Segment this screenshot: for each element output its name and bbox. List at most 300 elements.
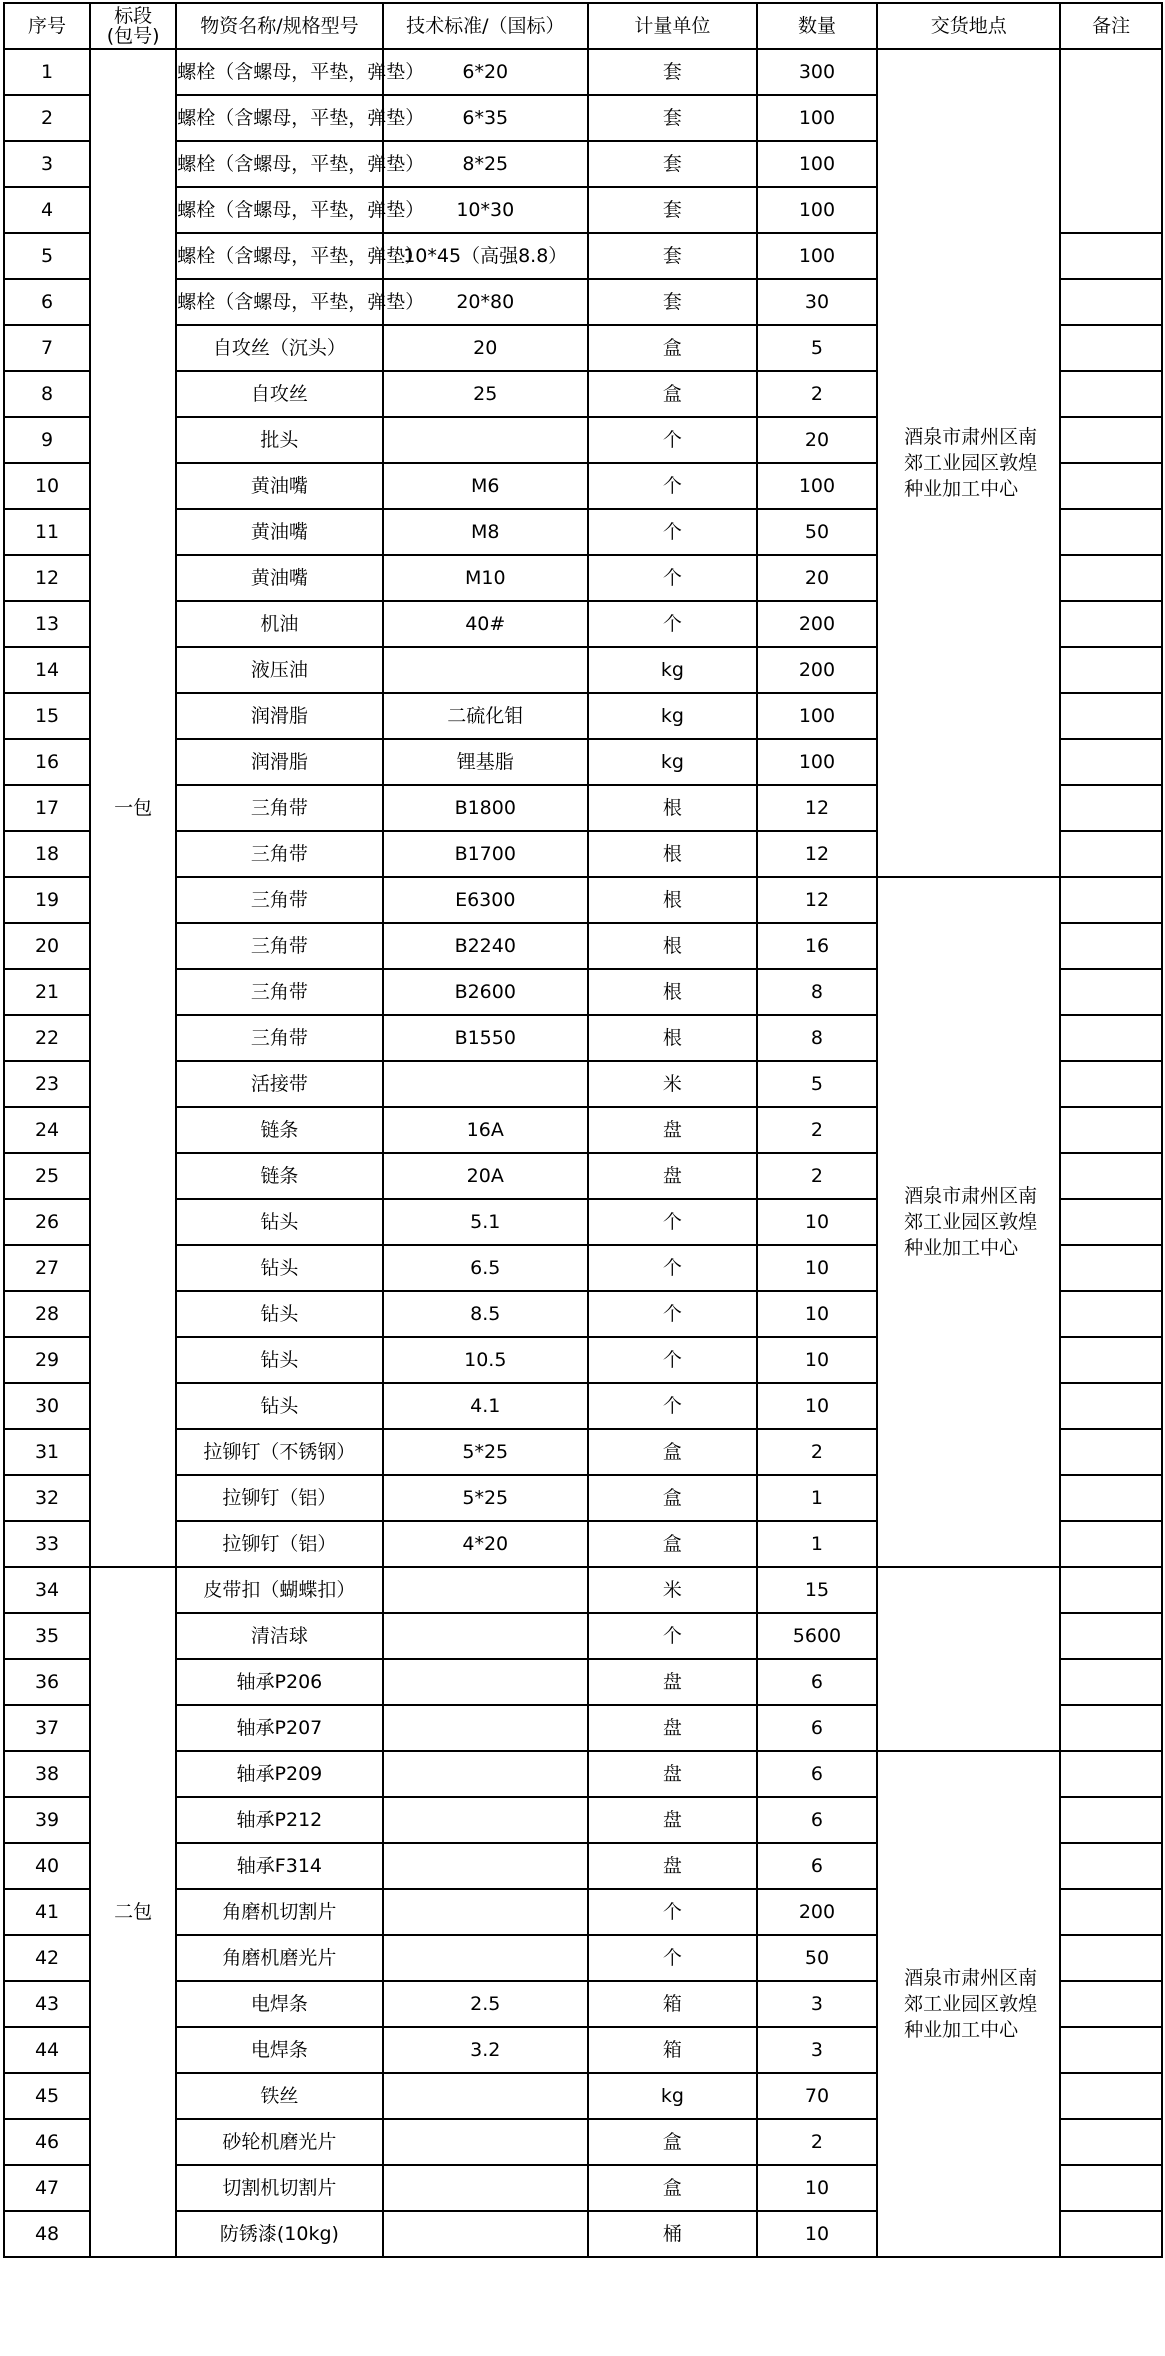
- row-seq: 3: [4, 141, 90, 187]
- row-seq: 27: [4, 1245, 90, 1291]
- row-seq: 24: [4, 1107, 90, 1153]
- row-remark: [1060, 2119, 1162, 2165]
- row-standard: [383, 1567, 588, 1613]
- row-unit: 盘: [588, 1659, 757, 1705]
- row-remark: [1060, 1659, 1162, 1705]
- header-section: [90, 3, 176, 49]
- row-seq: 38: [4, 1751, 90, 1797]
- row-unit: 根: [588, 1015, 757, 1061]
- row-seq: 4: [4, 187, 90, 233]
- row-name: 链条: [176, 1107, 382, 1153]
- row-seq: 46: [4, 2119, 90, 2165]
- row-qty: 10: [757, 2211, 877, 2257]
- row-qty: 5: [757, 1061, 877, 1107]
- row-standard: [383, 417, 588, 463]
- row-qty: 10: [757, 1245, 877, 1291]
- row-standard: 10*45（高强8.8）: [383, 233, 588, 279]
- row-name: 轴承F314: [176, 1843, 382, 1889]
- row-standard: 6.5: [383, 1245, 588, 1291]
- row-unit: 个: [588, 1245, 757, 1291]
- row-qty: 8: [757, 969, 877, 1015]
- row-unit: 盒: [588, 2165, 757, 2211]
- row-seq: 43: [4, 1981, 90, 2027]
- row-qty: 5: [757, 325, 877, 371]
- row-standard: 二硫化钼: [383, 693, 588, 739]
- row-qty: 12: [757, 785, 877, 831]
- row-qty: 2: [757, 371, 877, 417]
- row-seq: 37: [4, 1705, 90, 1751]
- header-qty: 数量: [757, 3, 877, 49]
- row-qty: 200: [757, 601, 877, 647]
- row-remark: [1060, 1475, 1162, 1521]
- row-standard: [383, 1843, 588, 1889]
- header-row: [4, 3, 1162, 49]
- row-remark: [1060, 785, 1162, 831]
- row-remark: [1060, 601, 1162, 647]
- row-name: 三角带: [176, 923, 382, 969]
- row-standard: 10*30: [383, 187, 588, 233]
- row-unit: 盒: [588, 1521, 757, 1567]
- row-remark: [1060, 923, 1162, 969]
- row-name: 三角带: [176, 877, 382, 923]
- row-name: 清洁球: [176, 1613, 382, 1659]
- table-body: [4, 49, 1162, 2257]
- row-seq: 18: [4, 831, 90, 877]
- row-standard: 8*25: [383, 141, 588, 187]
- row-name: 黄油嘴: [176, 509, 382, 555]
- row-unit: 箱: [588, 2027, 757, 2073]
- row-standard: [383, 1797, 588, 1843]
- row-unit: 根: [588, 785, 757, 831]
- row-name: 拉铆钉（不锈钢）: [176, 1429, 382, 1475]
- row-seq: 45: [4, 2073, 90, 2119]
- row-unit: 套: [588, 279, 757, 325]
- row-name: 黄油嘴: [176, 463, 382, 509]
- header-seq: 序号: [4, 3, 90, 49]
- row-unit: 盒: [588, 2119, 757, 2165]
- row-seq: 40: [4, 1843, 90, 1889]
- row-qty: 3: [757, 1981, 877, 2027]
- section-cell: 一包: [90, 49, 176, 1567]
- row-unit: 根: [588, 969, 757, 1015]
- row-unit: 套: [588, 95, 757, 141]
- row-qty: 2: [757, 2119, 877, 2165]
- row-remark: [1060, 877, 1162, 923]
- row-name: 铁丝: [176, 2073, 382, 2119]
- row-standard: 3.2: [383, 2027, 588, 2073]
- row-name: 角磨机磨光片: [176, 1935, 382, 1981]
- row-remark: [1060, 693, 1162, 739]
- row-name: 钻头: [176, 1199, 382, 1245]
- row-remark: [1060, 1935, 1162, 1981]
- row-seq: 48: [4, 2211, 90, 2257]
- row-unit: 盘: [588, 1705, 757, 1751]
- row-unit: 个: [588, 417, 757, 463]
- row-standard: [383, 1061, 588, 1107]
- row-name: 轴承P206: [176, 1659, 382, 1705]
- row-name: 批头: [176, 417, 382, 463]
- row-remark: [1060, 371, 1162, 417]
- row-unit: 盒: [588, 325, 757, 371]
- row-standard: [383, 647, 588, 693]
- header-unit: 计量单位: [588, 3, 757, 49]
- row-seq: 5: [4, 233, 90, 279]
- row-unit: 个: [588, 601, 757, 647]
- row-qty: 6: [757, 1751, 877, 1797]
- row-remark: [1060, 2073, 1162, 2119]
- row-remark: [1060, 1337, 1162, 1383]
- row-name: 螺栓（含螺母，平垫，弹垫）: [176, 233, 382, 279]
- header-name: 物资名称/规格型号: [176, 3, 382, 49]
- row-qty: 100: [757, 95, 877, 141]
- row-remark: [1060, 1751, 1162, 1797]
- row-name: 切割机切割片: [176, 2165, 382, 2211]
- row-unit: 个: [588, 1889, 757, 1935]
- materials-table: [3, 2, 1163, 2258]
- row-qty: 3: [757, 2027, 877, 2073]
- row-seq: 25: [4, 1153, 90, 1199]
- row-standard: 5*25: [383, 1475, 588, 1521]
- row-qty: 10: [757, 1383, 877, 1429]
- row-qty: 6: [757, 1705, 877, 1751]
- row-remark: [1060, 1981, 1162, 2027]
- row-name: 轴承P209: [176, 1751, 382, 1797]
- row-name: 砂轮机磨光片: [176, 2119, 382, 2165]
- row-remark: [1060, 1705, 1162, 1751]
- row-remark: [1060, 2165, 1162, 2211]
- row-seq: 39: [4, 1797, 90, 1843]
- row-qty: 1: [757, 1521, 877, 1567]
- row-name: 钻头: [176, 1383, 382, 1429]
- row-unit: 个: [588, 1613, 757, 1659]
- row-qty: 1: [757, 1475, 877, 1521]
- row-name: 链条: [176, 1153, 382, 1199]
- row-seq: 6: [4, 279, 90, 325]
- row-standard: 20A: [383, 1153, 588, 1199]
- row-standard: 4*20: [383, 1521, 588, 1567]
- row-standard: B1800: [383, 785, 588, 831]
- row-remark: [1060, 1889, 1162, 1935]
- row-remark: [1060, 1153, 1162, 1199]
- delivery-location: [877, 1567, 1060, 1751]
- row-seq: 28: [4, 1291, 90, 1337]
- row-qty: 12: [757, 877, 877, 923]
- row-seq: 31: [4, 1429, 90, 1475]
- row-remark: [1060, 417, 1162, 463]
- row-name: 三角带: [176, 831, 382, 877]
- row-standard: [383, 2211, 588, 2257]
- row-qty: 5600: [757, 1613, 877, 1659]
- row-unit: 根: [588, 831, 757, 877]
- row-standard: 25: [383, 371, 588, 417]
- row-remark: [1060, 1061, 1162, 1107]
- row-seq: 34: [4, 1567, 90, 1613]
- row-standard: [383, 1659, 588, 1705]
- row-seq: 2: [4, 95, 90, 141]
- table-row: [4, 877, 1162, 923]
- row-unit: 箱: [588, 1981, 757, 2027]
- row-standard: B1700: [383, 831, 588, 877]
- row-standard: B1550: [383, 1015, 588, 1061]
- table-row: [4, 1751, 1162, 1797]
- row-remark: [1060, 1107, 1162, 1153]
- row-name: 机油: [176, 601, 382, 647]
- row-name: 钻头: [176, 1337, 382, 1383]
- row-qty: 300: [757, 49, 877, 95]
- row-unit: 套: [588, 141, 757, 187]
- row-remark: [1060, 1015, 1162, 1061]
- row-unit: 个: [588, 1383, 757, 1429]
- row-qty: 200: [757, 1889, 877, 1935]
- row-remark: [1060, 1521, 1162, 1567]
- header-standard: 技术标准/（国标）: [383, 3, 588, 49]
- row-seq: 20: [4, 923, 90, 969]
- row-standard: B2240: [383, 923, 588, 969]
- row-qty: 50: [757, 509, 877, 555]
- row-name: 黄油嘴: [176, 555, 382, 601]
- row-standard: 5*25: [383, 1429, 588, 1475]
- row-unit: 盒: [588, 1475, 757, 1521]
- row-seq: 8: [4, 371, 90, 417]
- row-name: 螺栓（含螺母，平垫，弹垫）: [176, 141, 382, 187]
- row-qty: 100: [757, 233, 877, 279]
- row-name: 钻头: [176, 1245, 382, 1291]
- table-row: [4, 49, 1162, 95]
- row-qty: 100: [757, 739, 877, 785]
- row-name: 液压油: [176, 647, 382, 693]
- row-unit: 个: [588, 1291, 757, 1337]
- row-standard: M6: [383, 463, 588, 509]
- row-name: 皮带扣（蝴蝶扣）: [176, 1567, 382, 1613]
- row-name: 拉铆钉（铝）: [176, 1475, 382, 1521]
- row-qty: 6: [757, 1843, 877, 1889]
- row-standard: 6*35: [383, 95, 588, 141]
- row-unit: 根: [588, 923, 757, 969]
- row-unit: 套: [588, 233, 757, 279]
- row-unit: 盘: [588, 1843, 757, 1889]
- row-qty: 10: [757, 1337, 877, 1383]
- row-remark: [1060, 233, 1162, 279]
- row-name: 电焊条: [176, 1981, 382, 2027]
- row-standard: [383, 1613, 588, 1659]
- row-standard: 20*80: [383, 279, 588, 325]
- table-row: [4, 1567, 1162, 1613]
- row-unit: 盒: [588, 371, 757, 417]
- row-seq: 10: [4, 463, 90, 509]
- row-unit: kg: [588, 739, 757, 785]
- row-standard: 2.5: [383, 1981, 588, 2027]
- row-qty: 200: [757, 647, 877, 693]
- row-seq: 29: [4, 1337, 90, 1383]
- row-standard: 8.5: [383, 1291, 588, 1337]
- row-name: 电焊条: [176, 2027, 382, 2073]
- row-remark: [1060, 1567, 1162, 1613]
- row-remark: [1060, 325, 1162, 371]
- row-unit: 个: [588, 1935, 757, 1981]
- row-qty: 8: [757, 1015, 877, 1061]
- row-remark: [1060, 509, 1162, 555]
- row-remark: [1060, 1291, 1162, 1337]
- row-seq: 11: [4, 509, 90, 555]
- row-name: 自攻丝: [176, 371, 382, 417]
- row-seq: 26: [4, 1199, 90, 1245]
- row-seq: 36: [4, 1659, 90, 1705]
- row-unit: 套: [588, 187, 757, 233]
- row-standard: 4.1: [383, 1383, 588, 1429]
- row-remark: [1060, 1383, 1162, 1429]
- row-seq: 35: [4, 1613, 90, 1659]
- row-standard: [383, 1751, 588, 1797]
- row-standard: 16A: [383, 1107, 588, 1153]
- row-standard: [383, 1935, 588, 1981]
- row-remark: [1060, 2211, 1162, 2257]
- row-qty: 15: [757, 1567, 877, 1613]
- row-seq: 15: [4, 693, 90, 739]
- row-seq: 19: [4, 877, 90, 923]
- row-remark: [1060, 1429, 1162, 1475]
- row-name: 自攻丝（沉头）: [176, 325, 382, 371]
- row-remark: [1060, 831, 1162, 877]
- row-remark: [1060, 1613, 1162, 1659]
- row-seq: 7: [4, 325, 90, 371]
- row-unit: 盘: [588, 1153, 757, 1199]
- row-unit: 盒: [588, 1429, 757, 1475]
- row-name: 螺栓（含螺母，平垫，弹垫）: [176, 279, 382, 325]
- row-qty: 2: [757, 1107, 877, 1153]
- row-seq: 14: [4, 647, 90, 693]
- row-qty: 100: [757, 693, 877, 739]
- row-remark: [1060, 739, 1162, 785]
- row-name: 润滑脂: [176, 693, 382, 739]
- row-standard: [383, 1889, 588, 1935]
- row-unit: 个: [588, 463, 757, 509]
- row-name: 活接带: [176, 1061, 382, 1107]
- row-name: 轴承P207: [176, 1705, 382, 1751]
- row-name: 角磨机切割片: [176, 1889, 382, 1935]
- row-seq: 32: [4, 1475, 90, 1521]
- row-seq: 12: [4, 555, 90, 601]
- row-name: 防锈漆(10kg): [176, 2211, 382, 2257]
- row-standard: M8: [383, 509, 588, 555]
- row-standard: B2600: [383, 969, 588, 1015]
- row-seq: 47: [4, 2165, 90, 2211]
- row-name: 螺栓（含螺母，平垫，弹垫）: [176, 95, 382, 141]
- row-standard: 10.5: [383, 1337, 588, 1383]
- row-qty: 100: [757, 187, 877, 233]
- row-standard: [383, 2073, 588, 2119]
- row-name: 轴承P212: [176, 1797, 382, 1843]
- row-qty: 10: [757, 2165, 877, 2211]
- header-section-line1: 标段: [114, 5, 153, 27]
- row-name: 螺栓（含螺母，平垫，弹垫）: [176, 187, 382, 233]
- section-cell: 二包: [90, 1567, 176, 2257]
- row-remark: [1060, 1199, 1162, 1245]
- row-unit: 根: [588, 877, 757, 923]
- row-seq: 13: [4, 601, 90, 647]
- row-qty: 6: [757, 1797, 877, 1843]
- row-unit: 个: [588, 1199, 757, 1245]
- row-name: 三角带: [176, 785, 382, 831]
- row-remark: [1060, 1843, 1162, 1889]
- row-seq: 42: [4, 1935, 90, 1981]
- row-standard: 6*20: [383, 49, 588, 95]
- row-remark: [1060, 2027, 1162, 2073]
- row-remark: [1060, 463, 1162, 509]
- row-unit: kg: [588, 2073, 757, 2119]
- row-qty: 50: [757, 1935, 877, 1981]
- header-location: 交货地点: [877, 3, 1060, 49]
- row-name: 螺栓（含螺母，平垫，弹垫）: [176, 49, 382, 95]
- row-unit: 盘: [588, 1751, 757, 1797]
- row-qty: 70: [757, 2073, 877, 2119]
- row-qty: 100: [757, 463, 877, 509]
- row-name: 润滑脂: [176, 739, 382, 785]
- row-seq: 16: [4, 739, 90, 785]
- row-unit: 桶: [588, 2211, 757, 2257]
- header-remark: 备注: [1060, 3, 1162, 49]
- row-seq: 21: [4, 969, 90, 1015]
- row-remark: [1060, 1797, 1162, 1843]
- row-seq: 44: [4, 2027, 90, 2073]
- row-standard: [383, 2119, 588, 2165]
- row-qty: 100: [757, 141, 877, 187]
- row-qty: 2: [757, 1153, 877, 1199]
- row-standard: [383, 1705, 588, 1751]
- row-name: 三角带: [176, 1015, 382, 1061]
- row-standard: M10: [383, 555, 588, 601]
- row-standard: 5.1: [383, 1199, 588, 1245]
- row-name: 拉铆钉（铝）: [176, 1521, 382, 1567]
- row-qty: 6: [757, 1659, 877, 1705]
- row-remark: [1060, 969, 1162, 1015]
- row-qty: 20: [757, 417, 877, 463]
- row-unit: 套: [588, 49, 757, 95]
- row-seq: 22: [4, 1015, 90, 1061]
- row-unit: kg: [588, 693, 757, 739]
- row-seq: 17: [4, 785, 90, 831]
- row-qty: 10: [757, 1199, 877, 1245]
- row-standard: 40#: [383, 601, 588, 647]
- row-unit: 盘: [588, 1797, 757, 1843]
- row-seq: 41: [4, 1889, 90, 1935]
- row-remark: [1060, 49, 1162, 233]
- row-standard: E6300: [383, 877, 588, 923]
- row-standard: 20: [383, 325, 588, 371]
- row-unit: 米: [588, 1567, 757, 1613]
- row-name: 三角带: [176, 969, 382, 1015]
- delivery-location: 酒泉市肃州区南郊工业园区敦煌种业加工中心: [877, 49, 1060, 877]
- row-seq: 1: [4, 49, 90, 95]
- delivery-location: 酒泉市肃州区南郊工业园区敦煌种业加工中心: [877, 1751, 1060, 2257]
- row-seq: 33: [4, 1521, 90, 1567]
- row-seq: 23: [4, 1061, 90, 1107]
- row-unit: kg: [588, 647, 757, 693]
- delivery-location: 酒泉市肃州区南郊工业园区敦煌种业加工中心: [877, 877, 1060, 1567]
- row-qty: 12: [757, 831, 877, 877]
- row-qty: 10: [757, 1291, 877, 1337]
- row-remark: [1060, 647, 1162, 693]
- row-unit: 个: [588, 555, 757, 601]
- row-name: 钻头: [176, 1291, 382, 1337]
- row-unit: 米: [588, 1061, 757, 1107]
- row-qty: 20: [757, 555, 877, 601]
- row-seq: 30: [4, 1383, 90, 1429]
- row-unit: 个: [588, 1337, 757, 1383]
- row-qty: 30: [757, 279, 877, 325]
- row-standard: [383, 2165, 588, 2211]
- row-qty: 2: [757, 1429, 877, 1475]
- row-qty: 16: [757, 923, 877, 969]
